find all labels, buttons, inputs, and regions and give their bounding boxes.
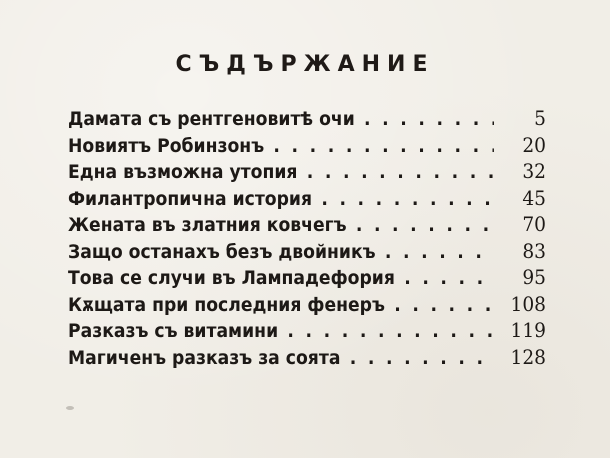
toc-entry: [68, 159, 546, 186]
dot-leader: [385, 295, 494, 316]
table-of-contents: [68, 106, 546, 371]
entry-title: Кѫщата при последния фенеръ: [68, 294, 385, 316]
toc-entry: [68, 106, 546, 133]
entry-page-number: 95: [522, 265, 547, 289]
toc-entry: [68, 239, 546, 266]
page-title: СЪДЪРЖАНИЕ: [175, 52, 435, 77]
toc-entry: [68, 186, 546, 213]
entry-title: Защо останахъ безъ двойникъ: [68, 241, 376, 263]
dot-leader: [278, 321, 494, 342]
toc-entry: [68, 212, 546, 239]
toc-entry: [68, 318, 546, 345]
entry-page-number: 70: [522, 212, 547, 236]
entry-page-number: 20: [522, 132, 547, 157]
entry-title: Дамата съ рентгеновитѣ очи: [68, 109, 355, 130]
entry-page-number: 108: [510, 291, 547, 316]
entry-page-number: 83: [522, 238, 547, 263]
entry-page-number: 32: [522, 159, 547, 183]
toc-entry: [68, 133, 546, 160]
toc-entry: [68, 345, 546, 372]
entry-page-number: 5: [534, 106, 547, 130]
entry-title: Това се случи въ Лампадефория: [68, 268, 395, 289]
dot-leader: [340, 348, 493, 369]
entry-title: Новиятъ Робинзонъ: [68, 135, 265, 157]
entry-page-number: 119: [510, 318, 547, 342]
toc-entry: [68, 265, 546, 292]
entry-title: Разказъ съ витамини: [68, 321, 279, 342]
dot-leader: [312, 189, 494, 210]
entry-title: Магиченъ разказъ за соята: [68, 347, 341, 369]
dot-leader: [347, 215, 494, 236]
dot-leader: [395, 268, 494, 289]
dot-leader: [355, 109, 494, 130]
entry-title: Жената въ златния ковчегъ: [68, 215, 347, 236]
dot-leader: [264, 136, 494, 157]
ink-smudge: [66, 406, 74, 410]
dot-leader: [376, 242, 494, 263]
entry-title: Една възможна утопия: [68, 162, 298, 183]
toc-entry: [68, 292, 546, 319]
entry-page-number: 45: [522, 185, 547, 210]
entry-title: Филантропична история: [68, 188, 313, 210]
entry-page-number: 128: [510, 344, 547, 369]
dot-leader: [297, 162, 493, 183]
